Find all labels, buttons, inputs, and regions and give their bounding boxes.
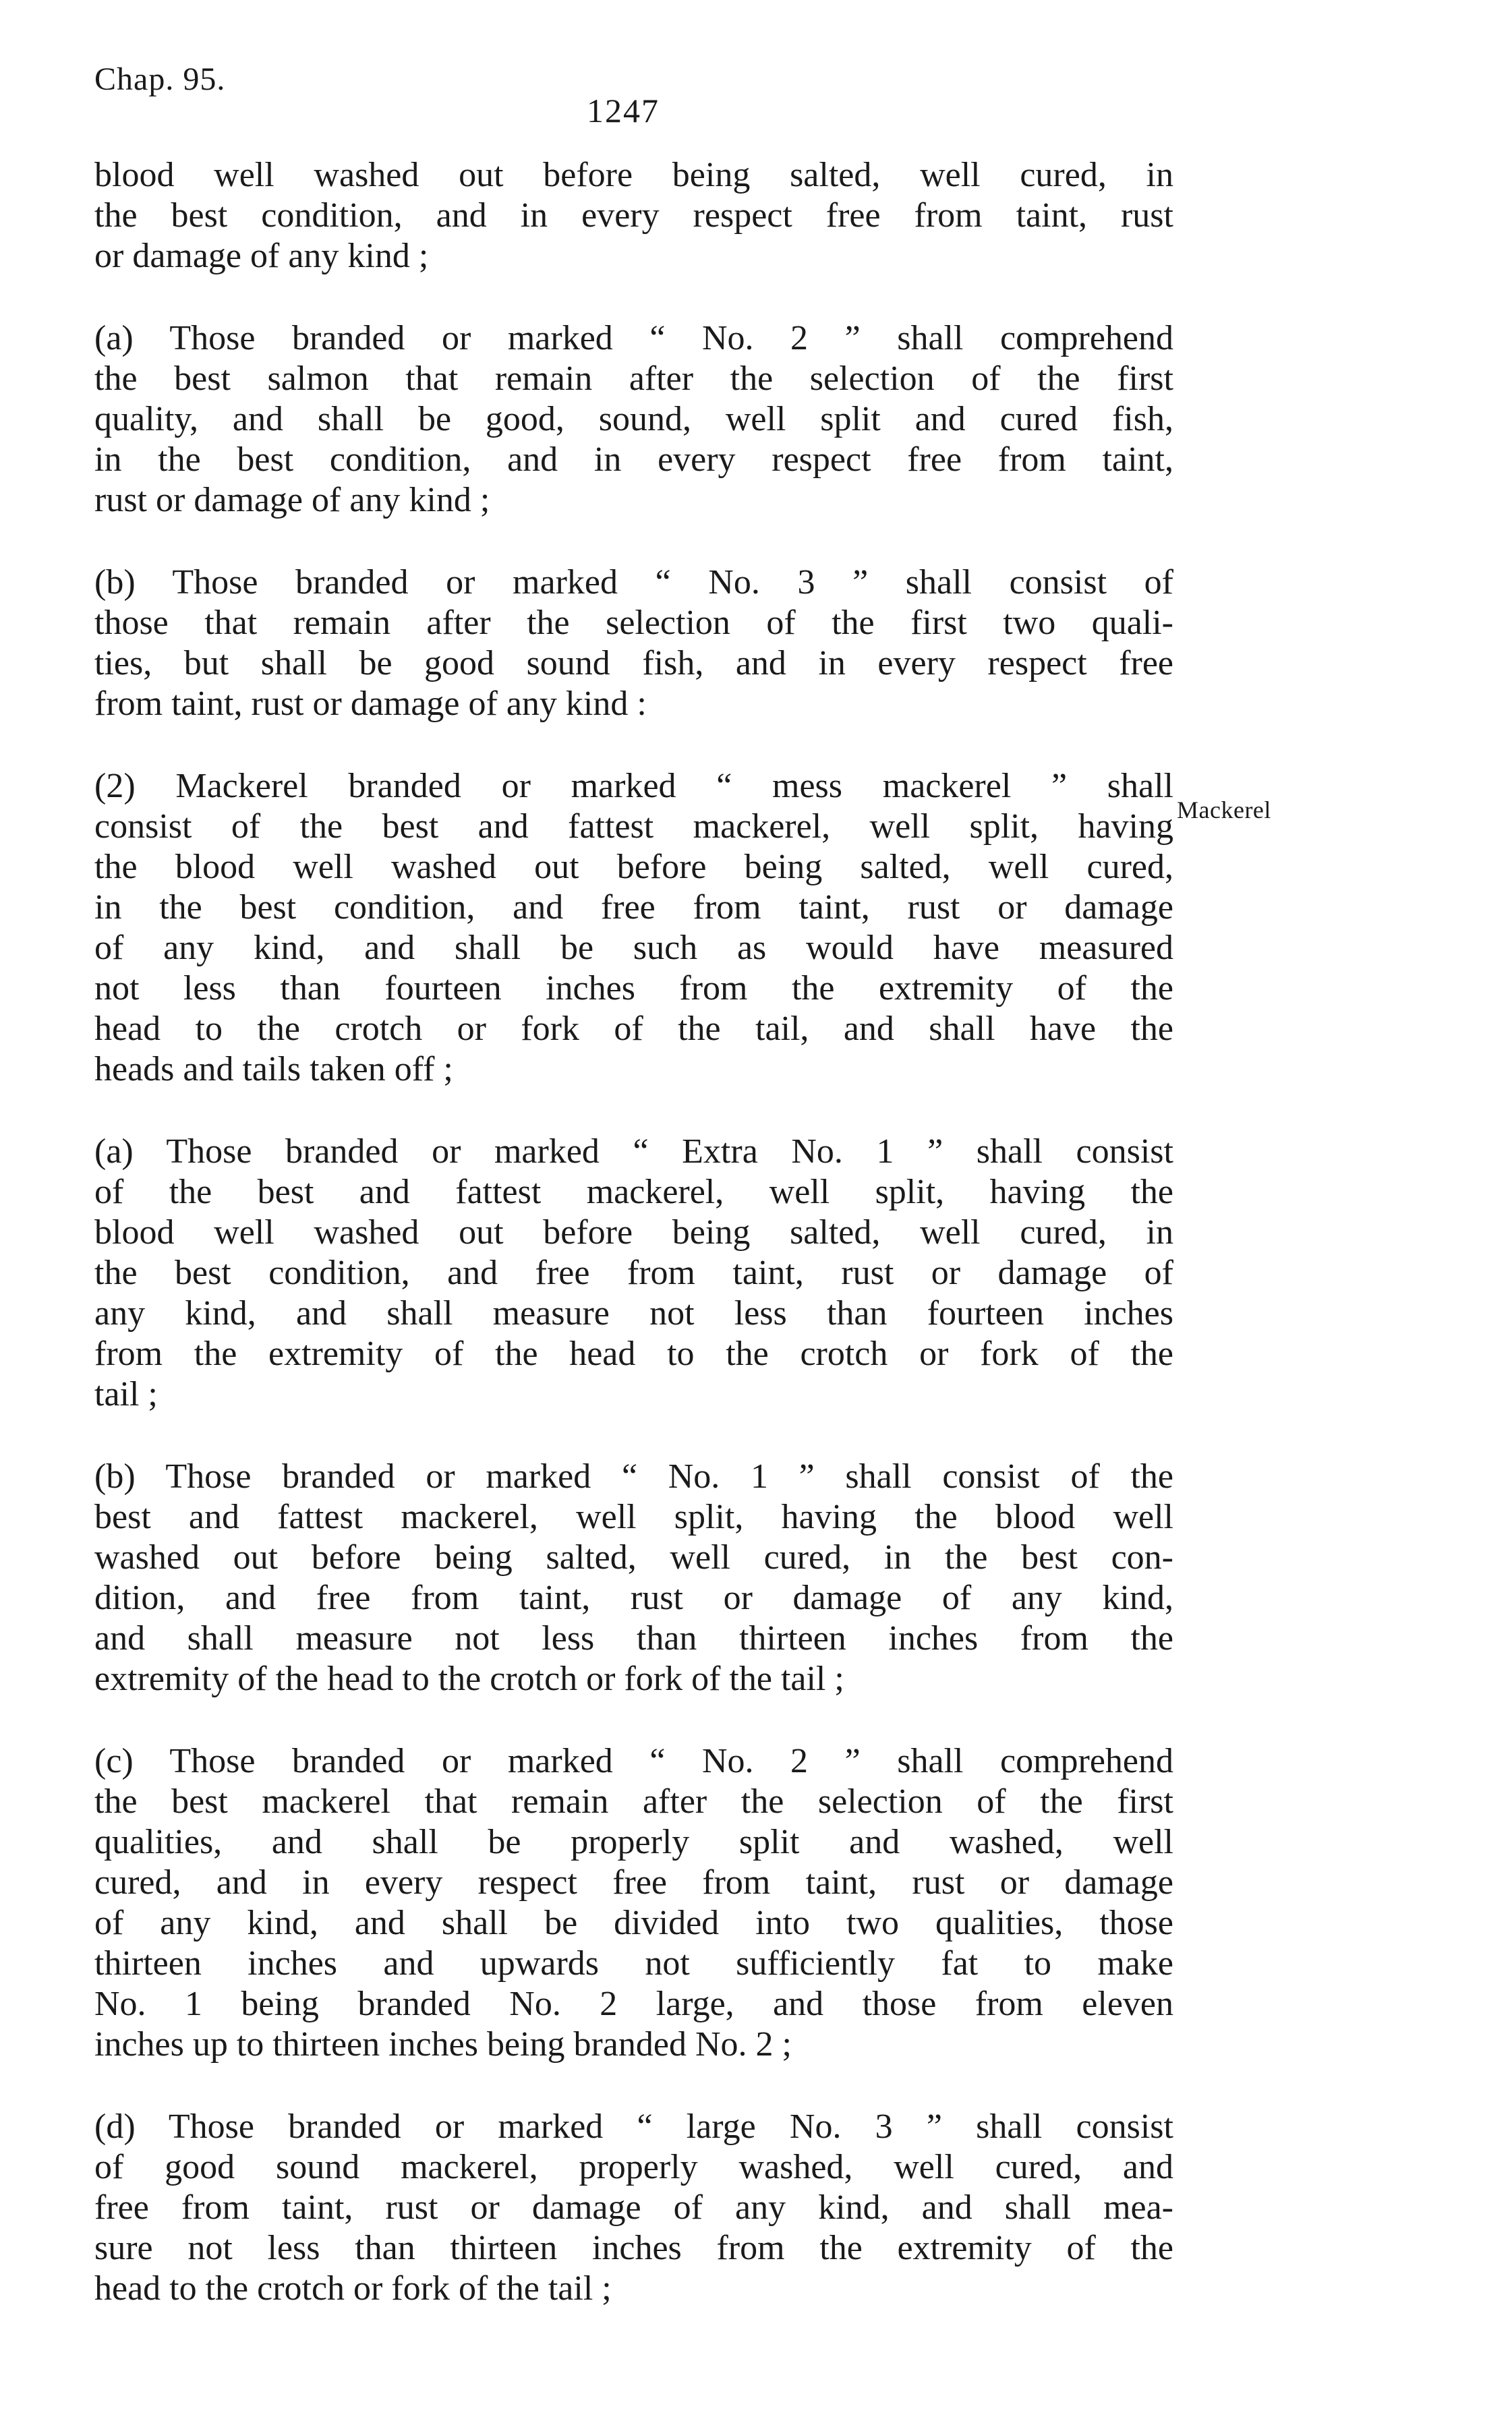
body-text bbox=[94, 155, 1173, 2351]
text-line: from the extremity of the head to the crotch or fork of the bbox=[94, 1335, 1173, 1373]
text-line: in the best condition, and free from taint, rust or damage bbox=[94, 888, 1173, 927]
text-line: thirteen inches and upwards not sufficiently fat to make bbox=[94, 1944, 1173, 1983]
text-line: (b) Those branded or marked “ No. 1 ” shall consist of the bbox=[94, 1457, 1173, 1496]
text-line: sure not less than thirteen inches from the extremity of the bbox=[94, 2229, 1173, 2267]
text-line: the blood well washed out before being salted, well cured, bbox=[94, 848, 1173, 886]
text-line: (b) Those branded or marked “ No. 3 ” shall consist of bbox=[94, 563, 1173, 602]
paragraph-extra-no1 bbox=[94, 1132, 1173, 1415]
page-number: 1247 bbox=[587, 92, 660, 129]
text-line: of any kind, and shall be such as would have measured bbox=[94, 929, 1173, 967]
text-line: ties, but shall be good sound fish, and in every respect free bbox=[94, 644, 1173, 682]
paragraph-salmon-continuation bbox=[94, 155, 1173, 276]
text-line: tail ; bbox=[94, 1375, 158, 1413]
text-line: blood well washed out before being salted, well cured, in bbox=[94, 1213, 1173, 1252]
text-line: best and fattest mackerel, well split, having the blood well bbox=[94, 1498, 1173, 1536]
chapter-heading: Chap. 95. bbox=[94, 61, 226, 97]
text-line: or damage of any kind ; bbox=[94, 237, 429, 275]
text-line: (a) Those branded or marked “ Extra No. 1 ” shall consist bbox=[94, 1132, 1173, 1171]
text-line: (c) Those branded or marked “ No. 2 ” shall comprehend bbox=[94, 1742, 1173, 1780]
text-line: cured, and in every respect free from taint, rust or damage bbox=[94, 1863, 1173, 1902]
text-line: of any kind, and shall be divided into two qualities, those bbox=[94, 1904, 1173, 1942]
paragraph-mackerel-no1 bbox=[94, 1457, 1173, 1699]
text-line: any kind, and shall measure not less than fourteen inches bbox=[94, 1294, 1173, 1333]
text-line: of good sound mackerel, properly washed, well cured, and bbox=[94, 2148, 1173, 2186]
text-line: the best mackerel that remain after the selection of the first bbox=[94, 1782, 1173, 1821]
text-line: not less than fourteen inches from the extremity of the bbox=[94, 969, 1173, 1008]
text-line: of the best and fattest mackerel, well split, having the bbox=[94, 1173, 1173, 1211]
text-line: in the best condition, and in every respect free from taint, bbox=[94, 440, 1173, 479]
text-line: and shall measure not less than thirteen inches from the bbox=[94, 1619, 1173, 1658]
paragraph-salmon-no2 bbox=[94, 318, 1173, 521]
text-line: blood well washed out before being salted, well cured, in bbox=[94, 156, 1173, 194]
text-line: rust or damage of any kind ; bbox=[94, 481, 490, 519]
paragraph-large-no3 bbox=[94, 2107, 1173, 2309]
text-line: from taint, rust or damage of any kind : bbox=[94, 684, 647, 723]
paragraph-salmon-no3 bbox=[94, 562, 1173, 724]
text-line: quality, and shall be good, sound, well split and cured fish, bbox=[94, 400, 1173, 438]
text-line: consist of the best and fattest mackerel, well split, having bbox=[94, 807, 1173, 846]
text-line: inches up to thirteen inches being branded No. 2 ; bbox=[94, 2025, 792, 2064]
text-line: those that remain after the selection of the first two quali- bbox=[94, 604, 1173, 642]
text-line: No. 1 being branded No. 2 large, and those from eleven bbox=[94, 1985, 1173, 2023]
margin-note-mackerel: Mackerel bbox=[1177, 796, 1271, 823]
paragraph-mess-mackerel bbox=[94, 766, 1173, 1090]
text-line: head to the crotch or fork of the tail, and shall have the bbox=[94, 1010, 1173, 1048]
text-line: extremity of the head to the crotch or fork of the tail ; bbox=[94, 1660, 844, 1698]
text-line: free from taint, rust or damage of any kind, and shall mea- bbox=[94, 2188, 1173, 2227]
paragraph-mackerel-no2 bbox=[94, 1741, 1173, 2065]
text-line: heads and tails taken off ; bbox=[94, 1050, 453, 1088]
text-line: washed out before being salted, well cured, in the best con- bbox=[94, 1538, 1173, 1577]
text-line: head to the crotch or fork of the tail ; bbox=[94, 2269, 612, 2308]
text-line: (a) Those branded or marked “ No. 2 ” shall comprehend bbox=[94, 319, 1173, 357]
text-line: dition, and free from taint, rust or damage of any kind, bbox=[94, 1579, 1173, 1617]
text-line: the best condition, and free from taint, rust or damage of bbox=[94, 1254, 1173, 1292]
text-line: (2) Mackerel branded or marked “ mess mackerel ” shall bbox=[94, 767, 1173, 805]
text-line: the best condition, and in every respect free from taint, rust bbox=[94, 196, 1173, 235]
text-line: qualities, and shall be properly split and washed, well bbox=[94, 1823, 1173, 1861]
text-line: the best salmon that remain after the selection of the first bbox=[94, 359, 1173, 398]
text-line: (d) Those branded or marked “ large No. 3 ” shall consist bbox=[94, 2107, 1173, 2146]
